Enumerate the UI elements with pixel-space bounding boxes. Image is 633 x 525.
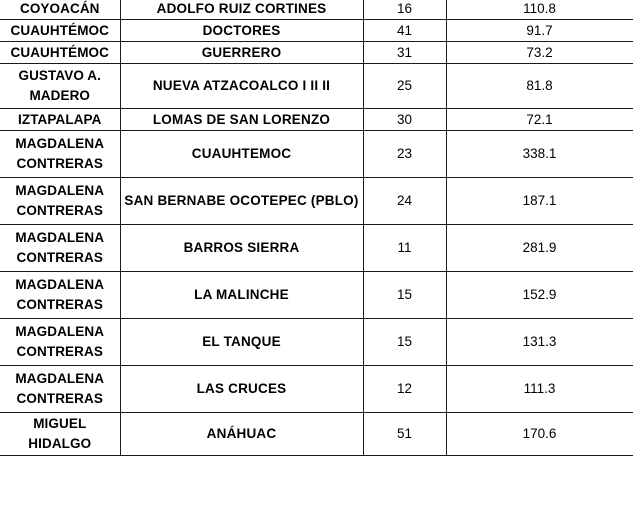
colonia-cell: ADOLFO RUIZ CORTINES [120,0,363,20]
municipio-cell: COYOACÁN [0,0,120,20]
colonia-cell: LAS CRUCES [120,366,363,413]
table-row [0,64,633,109]
tasa-cell: 152.9 [446,272,633,319]
casos-cell: 15 [363,319,446,366]
table-row [0,366,633,413]
casos-cell: 16 [363,0,446,20]
tasa-cell: 81.8 [446,64,633,109]
colonia-cell: SAN BERNABE OCOTEPEC (PBLO) [120,178,363,225]
casos-cell: 24 [363,178,446,225]
municipio-cell: GUSTAVO A. MADERO [0,64,120,109]
casos-cell: 23 [363,131,446,178]
municipio-cell: MIGUEL HIDALGO [0,413,120,456]
municipio-cell: MAGDALENA CONTRERAS [0,366,120,413]
tasa-cell: 281.9 [446,225,633,272]
municipio-cell: MAGDALENA CONTRERAS [0,178,120,225]
tasa-cell: 131.3 [446,319,633,366]
casos-cell: 30 [363,109,446,131]
casos-cell: 25 [363,64,446,109]
colonia-cell: ANÁHUAC [120,413,363,456]
tasa-cell: 72.1 [446,109,633,131]
casos-cell: 15 [363,272,446,319]
colonia-cell: EL TANQUE [120,319,363,366]
colonia-cell: GUERRERO [120,42,363,64]
table-row [0,319,633,366]
table-row [0,178,633,225]
colonia-cell: BARROS SIERRA [120,225,363,272]
tasa-cell: 91.7 [446,20,633,42]
table-row [0,20,633,42]
tasa-cell: 170.6 [446,413,633,456]
municipio-cell: CUAUHTÉMOC [0,20,120,42]
table-row [0,413,633,456]
municipio-cell: MAGDALENA CONTRERAS [0,131,120,178]
municipio-cell: MAGDALENA CONTRERAS [0,272,120,319]
tasa-cell: 110.8 [446,0,633,20]
colonia-cell: NUEVA ATZACOALCO I II II [120,64,363,109]
colonia-cell: CUAUHTEMOC [120,131,363,178]
casos-cell: 12 [363,366,446,413]
tasa-cell: 73.2 [446,42,633,64]
table-row [0,225,633,272]
tasa-cell: 187.1 [446,178,633,225]
colonia-cell: LA MALINCHE [120,272,363,319]
municipio-cell: CUAUHTÉMOC [0,42,120,64]
colonia-cell: LOMAS DE SAN LORENZO [120,109,363,131]
colonia-cell: DOCTORES [120,20,363,42]
table-row [0,0,633,20]
table-row [0,42,633,64]
municipio-cell: IZTAPALAPA [0,109,120,131]
municipio-cell: MAGDALENA CONTRERAS [0,225,120,272]
tasa-cell: 111.3 [446,366,633,413]
tasa-cell: 338.1 [446,131,633,178]
municipio-cell: MAGDALENA CONTRERAS [0,319,120,366]
casos-cell: 31 [363,42,446,64]
casos-cell: 11 [363,225,446,272]
casos-cell: 51 [363,413,446,456]
table-row [0,131,633,178]
table-row [0,109,633,131]
casos-cell: 41 [363,20,446,42]
table-row [0,272,633,319]
